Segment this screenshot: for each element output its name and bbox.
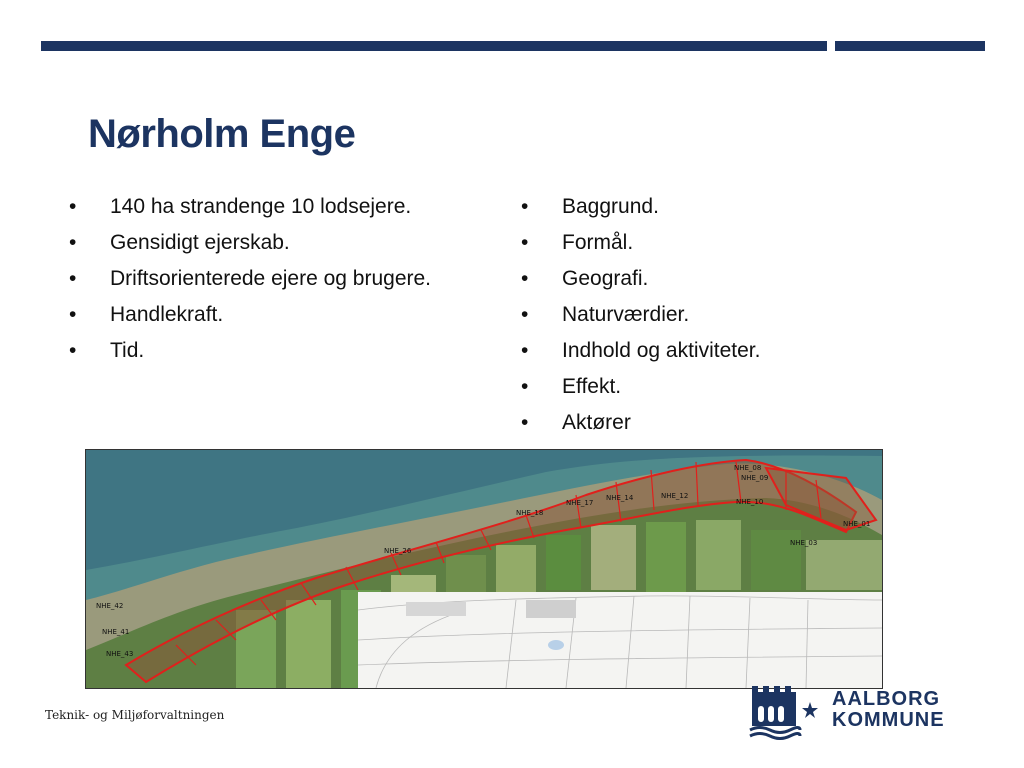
field [806, 540, 882, 590]
field [286, 600, 331, 688]
town-block [526, 600, 576, 618]
right-bullet-list [521, 194, 851, 446]
list-item: • 140 ha strandenge 10 lodsejere. [69, 194, 499, 219]
field [496, 545, 536, 595]
parcel-label: NHE_42 [96, 602, 124, 610]
parcel-label: NHE_17 [566, 499, 594, 507]
parcel-label: NHE_41 [102, 628, 130, 636]
parcel-label: NHE_08 [734, 464, 762, 472]
list-item: • Indhold og aktiviteter. [521, 338, 851, 363]
aalborg-kommune-logo [730, 680, 980, 740]
parcel-label: NHE_01 [843, 520, 871, 528]
list-item: • Formål. [521, 230, 851, 255]
list-item: • Gensidigt ejerskab. [69, 230, 499, 255]
left-bullet-list [69, 194, 499, 374]
parcel-label: NHE_18 [516, 509, 544, 517]
parcel-label: NHE_03 [790, 539, 818, 547]
list-item: • Geografi. [521, 266, 851, 291]
parcel-label: NHE_14 [606, 494, 634, 502]
field [546, 535, 581, 590]
list-item: • Aktører [521, 410, 851, 435]
parcel-label: NHE_12 [661, 492, 689, 500]
castle-emblem-icon [730, 680, 820, 740]
parcel-label: NHE_10 [736, 498, 764, 506]
field [591, 525, 636, 590]
field [646, 522, 686, 592]
pond [548, 640, 564, 650]
field [446, 555, 486, 595]
list-item: • Handlekraft. [69, 302, 499, 327]
parcel-label: NHE_09 [741, 474, 769, 482]
list-item: • Tid. [69, 338, 499, 363]
footer-department: Teknik- og Miljøforvaltningen [45, 708, 225, 722]
header-rule-long [41, 41, 827, 51]
list-item: • Naturværdier. [521, 302, 851, 327]
list-item: • Driftsorienterede ejere og brugere. [69, 266, 499, 291]
header-rule-short [835, 41, 985, 51]
list-item: • Baggrund. [521, 194, 851, 219]
parcel-label: NHE_43 [106, 650, 134, 658]
slide-title: Nørholm Enge [88, 112, 356, 156]
parcel-label: NHE_26 [384, 547, 412, 555]
field [696, 520, 741, 590]
logo-line-1: AALBORG [832, 688, 941, 710]
logo-line-2: KOMMUNE [832, 709, 945, 731]
list-item: • Effekt. [521, 374, 851, 399]
town-block [406, 602, 466, 616]
aerial-map-image [85, 449, 883, 689]
